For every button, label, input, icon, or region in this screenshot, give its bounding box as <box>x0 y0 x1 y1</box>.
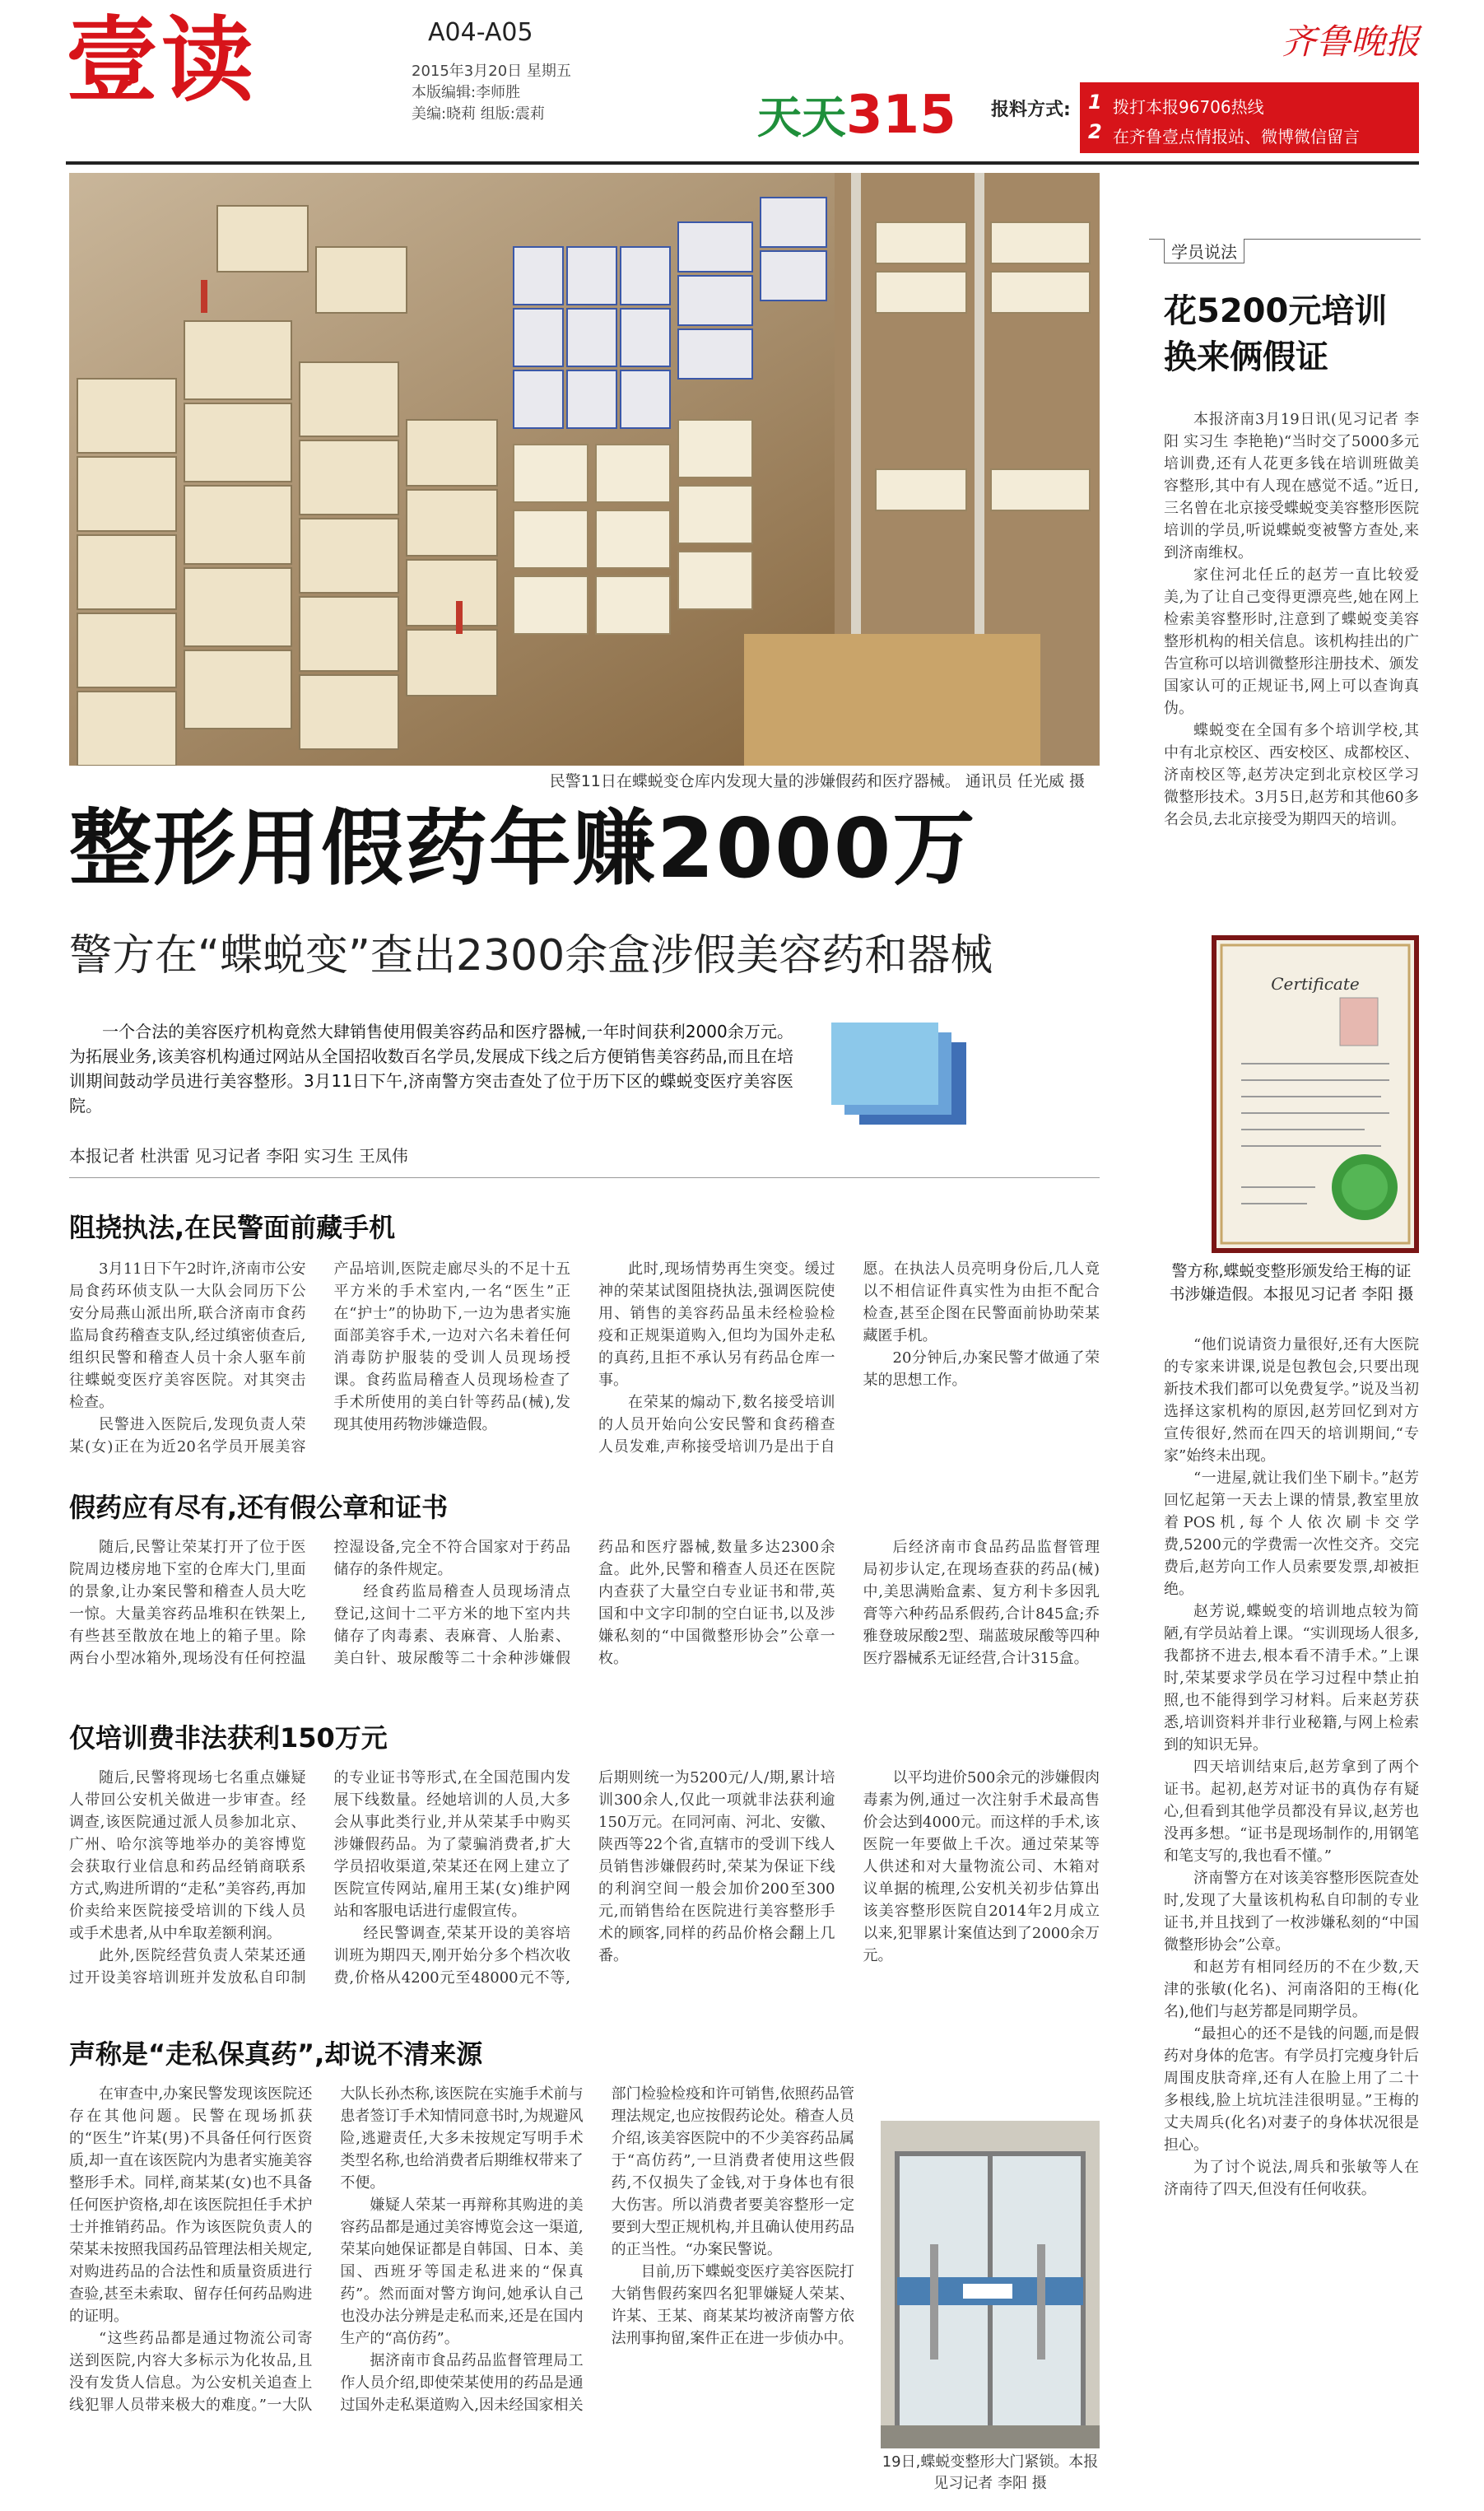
sidebar-tag: 学员说法 <box>1164 239 1244 263</box>
campaign-prefix: 天天 <box>757 91 846 143</box>
lead-paragraph: 一个合法的美容医疗机构竟然大肆销售使用假美容药品和医疗器械,一年时间获利2000余万元。为拓展业务,该美容机构通过网站从全国招收数百名学员,发展成下线之后方便销售美容药品,而且在培训期间鼓动学员进行美容整形。3月11日下午,济南警方突击查处了位于历下区的蝶蜕变医疗美容医院。 <box>69 1022 793 1116</box>
paragraph: 此时,现场情势再生突变。缓过神的荣某试图阻挠执法,强调医院使用、销售的美容药品虽未经检验检疫和正规渠道购入,但均为国外走私的真药,且拒不承认另有药品仓库一事。 <box>598 1260 835 1389</box>
report-methods-box <box>1080 82 1419 153</box>
section-2-title: 假药应有尽有,还有假公章和证书 <box>69 1492 449 1523</box>
sidebar-body-top <box>1164 408 1419 831</box>
paragraph: 3月11日下午2时许,济南市公安局食药环侦支队一大队会同历下公安分局燕山派出所,联合济南市食药监局食药稽查支队,经过缜密侦查后,组织民警和稽查人员十余人驱车前往蝶蜕变医疗美容医院。对其突击检查。 <box>69 1260 306 1411</box>
byline-rule <box>69 1177 1100 1178</box>
paragraph: 家住河北任丘的赵芳一直比较爱美,为了让自己变得更漂亮些,她在网上检索美容整形时,注意到了蝶蜕变美容整形机构的相关信息。该机构挂出的广告宣称可以培训微整形注册技术、颁发国家认可的正规证书,网上可以查询真伪。 <box>1164 566 1419 717</box>
paragraph: 民警进入医院后,发现负责人荣某(女)正在为近20名学员开展美容产品培训,医院走廊尽头的不足十五平方米的手术室内,一名“医生”正在“护士”的协助下,一边为患者实施面部美容手术,一边对六名未着任何消毒防护服装的受训人员现场授课。食药监局稽查人员现场检查了手术所使用的美白针等药品(械),发现其使用药物涉嫌造假。 <box>69 1260 570 1456</box>
headline: 整形用假药年赚2000万 <box>69 800 977 897</box>
report-2-number: 2 <box>1088 120 1102 143</box>
paragraph: 随后,民警将现场七名重点嫌疑人带回公安机关做进一步审查。经调查,该医院通过派人员参加北京、广州、哈尔滨等地举办的美容博览会获取行业信息和药品经销商联系方式,购进所谓的“走私”美容药,再加价卖给来医院接受培训的下线人员或手术患者,从中牟取差额利润。 <box>69 1769 306 1942</box>
paragraph: 嫌疑人荣某一再辩称其购进的美容药品都是通过美容博览会这一渠道,荣某向她保证都是自韩国、日本、美国、西班牙等国走私进来的“保真药”。然而面对警方询问,她承认自己也没办法分辨是走私而来,还是在国内生产的“高仿药”。 <box>340 2197 584 2347</box>
paragraph: 在审查中,办案民警发现该医院还存在其他问题。民警在现场抓获的“医生”许某(男)不具备任何行医资质,却一直在该医院内为患者实施美容整形手术。同样,商某某(女)也不具备任何医护资格,却在该医院担任手术护士并推销药品。作为该医院负责人的荣某未按照我国药品管理法相关规定,对购进药品的合法性和质量资质进行查验,甚至未索取、留存任何药品购进的证明。 <box>69 2085 313 2325</box>
section-4-title: 声称是“走私保真药”,却说不清来源 <box>69 2038 483 2070</box>
sidebar-body-bottom <box>1164 1334 1419 2201</box>
decor-square-front <box>831 1023 938 1105</box>
section-2-body <box>69 1536 1100 1670</box>
paragraph: 随后,民警让荣某打开了位于医院周边楼房地下室的仓库大门,里面的景象,让办案民警和稽查人员大吃一惊。大量美容药品堆积在铁架上,有些甚至散放在地上的箱子里。除两台小型冰箱外,现场没有任何控温控湿设备,完全不符合国家对于药品储存的条件规定。 <box>69 1539 570 1667</box>
campaign-number: 315 <box>846 85 956 146</box>
design-line: 美编:晓莉 组版:震莉 <box>412 105 545 123</box>
section-1-body <box>69 1258 1100 1458</box>
paragraph: 据济南市食品药品监督管理局工作人员介绍,即使荣某使用的药品是通过国外走私渠道购入,因未经国家相关部门检验检疫和许可销售,依照药品管理法规定,也应按假药论处。稽查人员介绍,该美容医院中的不少美容药品属于“高仿药”,一旦消费者使用这些假药,不仅损失了金钱,对于身体也有很大伤害。所以消费者要美容整形一定要到大型正规机构,并且确认使用药品的正当性。“办案民警说。 <box>340 2085 854 2414</box>
clinic-door-photo <box>881 2121 1100 2448</box>
paragraph: 四天培训结束后,赵芳拿到了两个证书。起初,赵芳对证书的真伪存有疑心,但看到其他学员都没有异议,赵芳也没再多想。“证书是现场制作的,用钢笔和笔支写的,我也看不懂。” <box>1164 1759 1419 1865</box>
paragraph: 以平均进价500余元的涉嫌假肉毒素为例,通过一次注射手术最高售价会达到4000元。而这样的手术,该医院一年要做上千次。通过荣某等人供述和对大量物流公司、木箱对议单据的梳理,公安机关初步估算出该美容整形医院自2014年2月成立以来,犯罪累计案值达到了2000余万元。 <box>863 1769 1100 1964</box>
decorative-squares <box>831 1018 971 1133</box>
paragraph: “一进屋,就让我们坐下刷卡。”赵芳回忆起第一天去上课的情景,教室里放着POS机,每个人依次刷卡交学费,5200元的学费需一次性交齐。交完费后,赵芳向工作人员索要发票,却被拒绝。 <box>1164 1470 1419 1598</box>
paragraph: 济南警方在对该美容整形医院查处时,发现了大量该机构私自印制的专业证书,并且找到了一枚涉嫌私刻的“中国微整形协会”公章。 <box>1164 1870 1419 1954</box>
date-line: 2015年3月20日 星期五 <box>412 63 571 80</box>
report-method-1: 拨打本报96706热线 <box>1113 97 1264 117</box>
certificate-illustration <box>1217 940 1414 1248</box>
report-label: 报料方式: <box>991 100 1071 120</box>
page-range: A04-A05 <box>428 18 533 47</box>
paragraph: 赵芳说,蝶蜕变的培训地点较为简陋,有学员站着上课。“实训现场人很多,我都挤不进去,根本看不清手术。”上课时,荣某要求学员在学习过程中禁止拍照,也不能得到学习材料。后来赵芳获悉,培训资料并非行业秘籍,与网上检索到的知识无异。 <box>1164 1603 1419 1754</box>
paragraph: 此外,医院经营负责人荣某还通过开设美容培训班并发放私自印制的专业证书等形式,在全国范围内发展下线数量。经她培训的人员,大多会从事此类行业,并从荣某手中购买涉嫌假药品。为了蒙骗消费者,扩大学员招收渠道,荣某还在网上建立了医院宣传网站,雇用王某(女)维护网站和客服电话进行虚假宣传。 <box>69 1769 570 1987</box>
certificate-image <box>1212 935 1419 1253</box>
editor-line: 本版编辑:李师胜 <box>412 84 521 101</box>
report-1-number: 1 <box>1088 91 1102 114</box>
paragraph: 经食药监局稽查人员现场清点登记,这间十二平方米的地下室内共储存了肉毒素、表麻膏、人胎素、美白针、玻尿酸等二十余种涉嫌假药品和医疗器械,数量多达2300余盒。此外,民警和稽查人员还在医院内查获了大量空白专业证书和带,英国和中文字印制的空白证书,以及涉嫌私刻的“中国微整形协会”公章一枚。 <box>333 1539 835 1667</box>
section-logo: 壹读 <box>66 7 257 114</box>
paragraph: “他们说请资力量很好,还有大医院的专家来讲课,说是包教包会,只要出现新技术我们都可以免费复学。”说及当初选择这家机构的原因,赵芳回忆到对方宣传很好,然而在四天的培训期间,“专家”始终未出现。 <box>1164 1336 1419 1465</box>
paragraph: 在荣某的煽动下,数名接受培训的人员开始向公安民警和食药稽查人员发难,声称接受培训乃是出于自愿。在执法人员亮明身份后,几人竟以不相信证件真实性为由拒不配合检查,甚至企图在民警面前协助荣某藏匿手机。 <box>598 1260 1100 1456</box>
edition-meta <box>412 61 571 125</box>
warehouse-photo-illustration <box>69 173 1100 766</box>
clinic-door-illustration <box>881 2121 1100 2448</box>
warehouse-photo <box>69 173 1100 766</box>
paragraph: 和赵芳有相同经历的不在少数,天津的张敏(化名)、河南洛阳的王梅(化名),他们与赵芳都是同期学员。 <box>1164 1959 1419 2020</box>
paragraph: “最担心的还不是钱的问题,而是假药对身体的危害。有学员打完瘦身针后周围皮肤奇痒,还有人在脸上用了二十多根线,脸上坑坑洼洼很明显。”王梅的丈夫周兵(化名)对妻子的身体状况很是担心。 <box>1164 2025 1419 2154</box>
section-3-body <box>69 1767 1100 1989</box>
newspaper-name: 齐鲁晚报 <box>1281 21 1420 62</box>
photo-caption: 民警11日在蝶蜕变仓库内发现大量的涉嫌假药和医疗器械。 通讯员 任光威 摄 <box>549 772 1085 790</box>
paragraph: 为了讨个说法,周兵和张敏等人在济南待了四天,但没有任何收获。 <box>1164 2159 1419 2198</box>
paragraph: 经民警调查,荣某开设的美容培训班为期四天,刚开始分多个档次收费,价格从4200元至48000元不等,后期则统一为5200元/人/期,累计培训300余人,仅此一项就非法获利逾150万元。在同河南、河北、安徽、陕西等22个省,直辖市的受训下线人员销售涉嫌假药时,荣某为保证下线的利润空间一般会加价200至300元,而销售给在医院进行美容整形手术的顾客,同样的药品价格会翻上几番。 <box>333 1769 835 1987</box>
door-photo-caption: 19日,蝶蜕变整形大门紧锁。本报见习记者 李阳 摄 <box>882 2453 1099 2492</box>
paragraph: 本报济南3月19日讯(见习记者 李阳 实习生 李艳艳)“当时交了5000多元培训费,还有人花更多钱在培训班做美容整形,其中有人现在感觉不适。”近日,三名曾在北京接受蝶蜕变美容整形医院培训的学员,听说蝶蜕变被警方查处,来到济南维权。 <box>1164 411 1419 561</box>
sidebar-title: 花5200元培训换来俩假证 <box>1164 292 1388 376</box>
campaign-logo <box>757 82 956 146</box>
section-4-body <box>69 2083 854 2416</box>
paragraph: 蝶蜕变在全国有多个培训学校,其中有北京校区、西安校区、成都校区、济南校区等,赵芳决定到北京校区学习微整形技术。3月5日,赵芳和其他60多名会员,去北京接受为期四天的培训。 <box>1164 722 1419 828</box>
paragraph: “这些药品都是通过物流公司寄送到医院,内容大多标示为化妆品,且没有发货人信息。为公安机关追查上线犯罪人员带来极大的难度。”一大队大队长孙杰称,该医院在实施手术前与患者签订手术知情同意书时,为规避风险,逃避责任,大多未按规定写明手术类型名称,也给消费者后期维权带来了不便。 <box>69 2085 584 2414</box>
paragraph: 20分钟后,办案民警才做通了荣某的思想工作。 <box>863 1349 1100 1389</box>
paragraph: 后经济南市食品药品监督管理局初步认定,在现场查获的药品(械)中,美思满贻盒素、复方利卡多因乳膏等六种药品系假药,合计845盒;乔雅登玻尿酸2型、瑞蓝玻尿酸等四种医疗器械系无证经营,合计315盒。 <box>863 1539 1100 1667</box>
certificate-heading: Certificate <box>1271 974 1360 994</box>
paragraph: 目前,历下蝶蜕变医疗美容医院打大销售假药案四名犯罪嫌疑人荣某、许某、王某、商某某均被济南警方依法刑事拘留,案件正在进一步侦办中。 <box>611 2263 854 2347</box>
section-1-title: 阻挠执法,在民警面前藏手机 <box>69 1212 396 1243</box>
certificate-caption: 警方称,蝶蜕变整形颁发给王梅的证书涉嫌造假。本报见习记者 李阳 摄 <box>1169 1262 1414 1303</box>
section-3-title: 仅培训费非法获利150万元 <box>69 1722 388 1754</box>
header-rule <box>66 161 1419 165</box>
byline: 本报记者 杜洪雷 见习记者 李阳 实习生 王凤伟 <box>69 1146 408 1166</box>
report-method-2: 在齐鲁壹点情报站、微博微信留言 <box>1113 127 1360 147</box>
subheadline: 警方在“蝶蜕变”查出2300余盒涉假美容药和器械 <box>69 931 993 981</box>
